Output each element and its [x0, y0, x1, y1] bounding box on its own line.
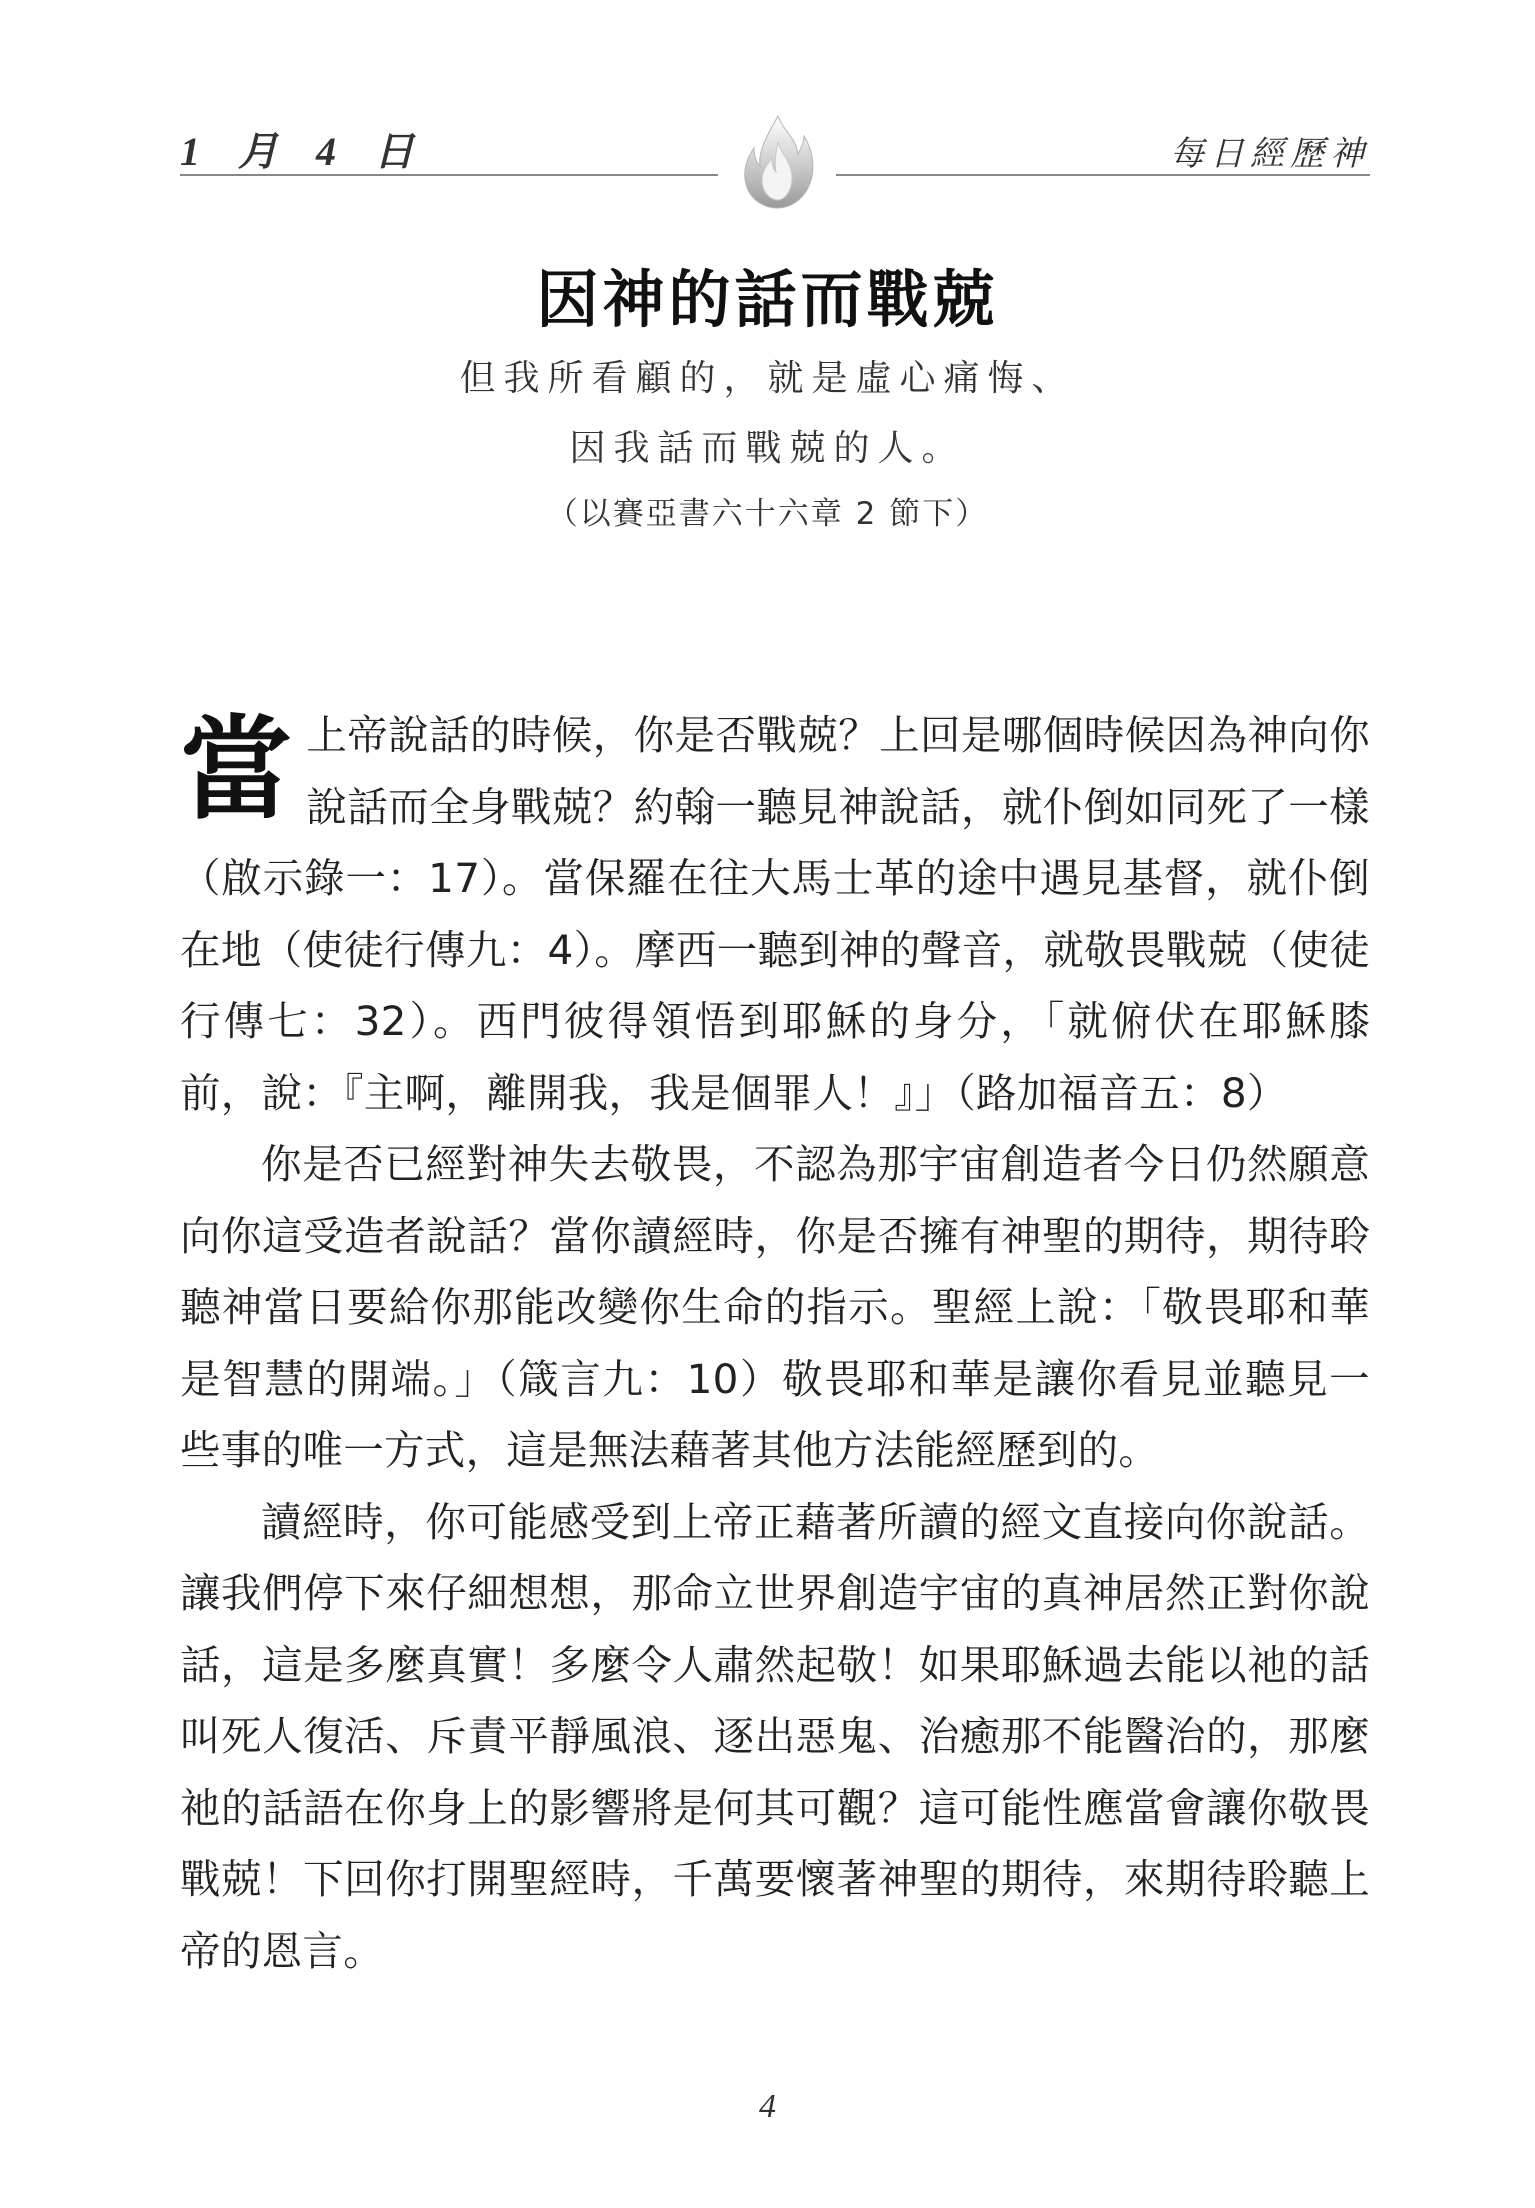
- verse-line-1: 但我所看顧的，就是虛心痛悔、: [459, 358, 1076, 399]
- drop-cap: 當: [180, 704, 293, 835]
- verse-line-2: 因我話而戰兢的人。: [569, 428, 966, 469]
- paragraph-1: [180, 700, 1370, 1129]
- header-rule-left: [180, 174, 718, 176]
- page-title: 因神的話而戰兢: [536, 263, 999, 336]
- flame-icon: [738, 112, 818, 212]
- page-number: 4: [759, 2088, 776, 2125]
- paragraph-2: 你是否已經對神失去敬畏，不認為那宇宙創造者今日仍然願意向你這受造者說話？當你讀經時，你是否擁有神聖的期待，期待聆聽神當日要給你那能改變你生命的指示。聖經上說：「敬畏耶和華是智慧的開端。」（箴言九：10）敬畏耶和華是讓你看見並聽見一些事的唯一方式，這是無法藉著其他方法能經歷到的。: [180, 1140, 1370, 1474]
- body-text: [180, 700, 1370, 1987]
- paragraph-3: 讀經時，你可能感受到上帝正藉著所讀的經文直接向你說話。讓我們停下來仔細想想，那命立世界創造宇宙的真神居然正對你說話，這是多麼真實！多麼令人肅然起敬！如果耶穌過去能以祂的話叫死人復活、斥責平靜風浪、逐出惡鬼、治癒那不能醫治的，那麼祂的話語在你身上的影響將是何其可觀？這可能性應當會讓你敬畏戰兢！下回你打開聖經時，千萬要懷著神聖的期待，來期待聆聽上帝的恩言。: [180, 1497, 1370, 1975]
- paragraph-1-text: 上帝說話的時候，你是否戰兢？上回是哪個時候因為神向你說話而全身戰兢？約翰一聽見神說話，就仆倒如同死了一樣（啟示錄一：17）。當保羅在往大馬士革的途中遇見基督，就仆倒在地（使徒行傳九：4）。摩西一聽到神的聲音，就敬畏戰兢（使徒行傳七：32）。西門彼得領悟到耶穌的身分，「就俯伏在耶穌膝前，說：『主啊，離開我，我是個罪人！』」（路加福音五：8）: [180, 711, 1370, 1117]
- header-book-title: 每日經歷神: [1170, 134, 1370, 174]
- header-date: 1 月 4 日: [180, 129, 428, 174]
- verse-reference: （以賽亞書六十六章 2 節下）: [546, 496, 989, 532]
